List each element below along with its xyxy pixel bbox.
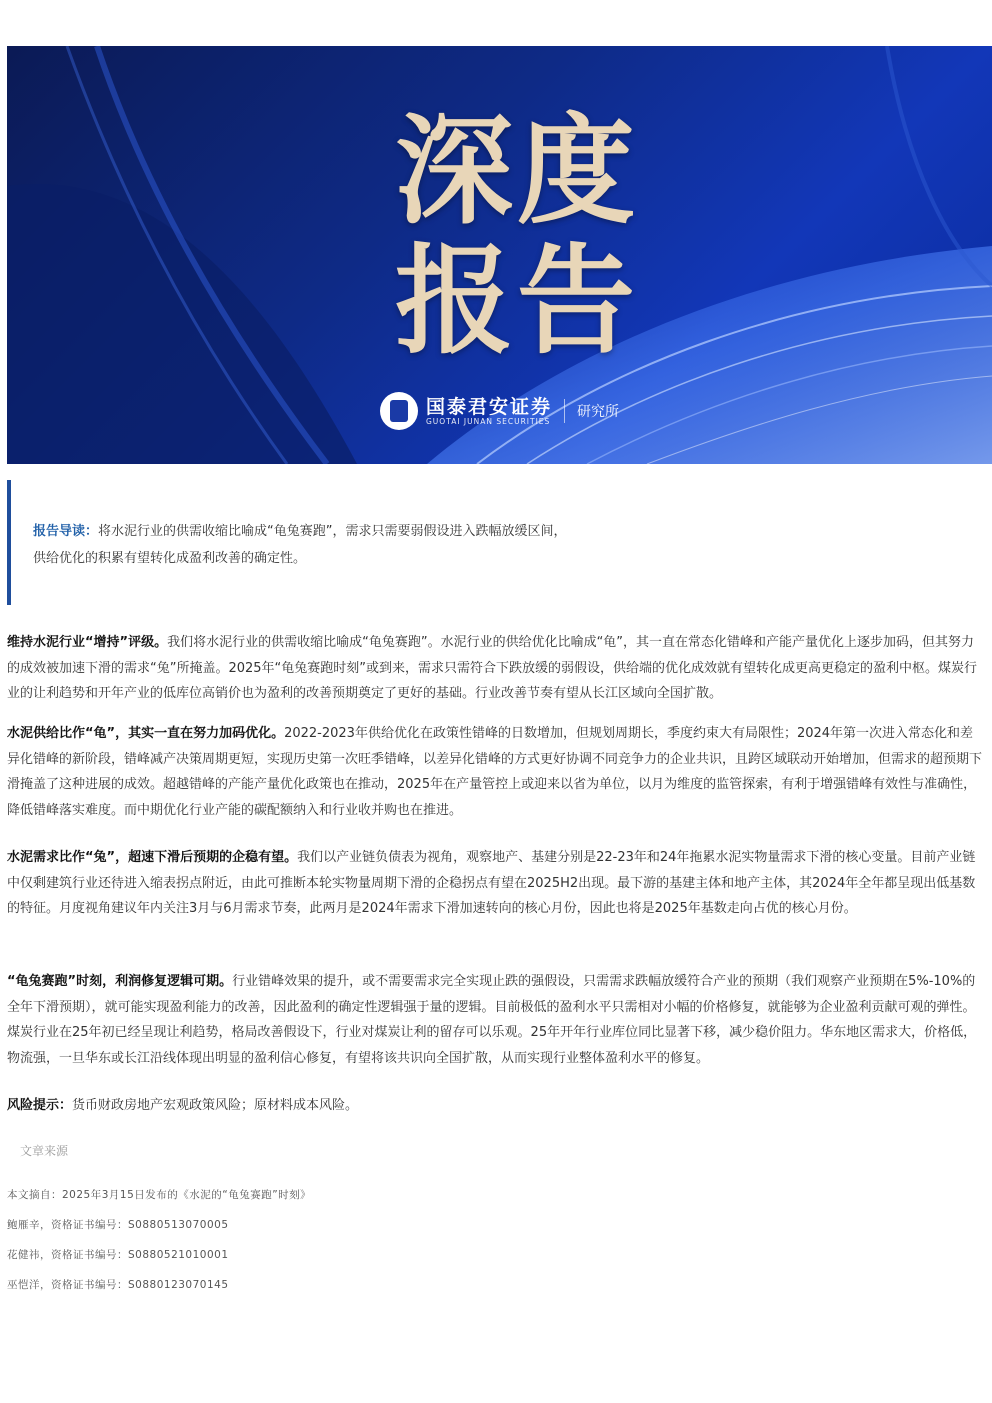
paragraph-demand	[7, 845, 982, 922]
banner-title-line2: 报告	[394, 231, 639, 370]
analyst-line-2: 花健祎，资格证书编号：S0880521010001	[7, 1249, 229, 1261]
paragraph-profit-heading: “龟兔赛跑”时刻，利润修复逻辑可期。	[7, 974, 233, 989]
cover-banner	[7, 46, 992, 464]
source-citation: 本文摘自：2025年3月15日发布的《水泥的“龟兔赛跑”时刻》	[7, 1189, 312, 1201]
paragraph-profit	[7, 969, 982, 1071]
logo-mark-icon	[380, 392, 418, 430]
analyst-line-3: 巫恺洋，资格证书编号：S0880123070145	[7, 1279, 229, 1291]
paragraph-rating-heading: 维持水泥行业“增持”评级。	[7, 635, 168, 650]
paragraph-profit-body: 行业错峰效果的提升，或不需要需求完全实现止跌的强假设，只需需求跌幅放缓符合产业的预期（我们观察产业预期在5%-10%的全年下滑预期），就可能实现盈利能力的改善，因此盈利的确定性逻辑强于量的逻辑。目前极低的盈利水平只需相对小幅的价格修复，就能够为企业盈利贡献可观的弹性。煤炭行业在25年初已经呈现让利趋势，格局改善假设下，行业对煤炭让利的留存可以乐观。25年开年行业库位同比显著下移，减少稳价阻力。华东地区需求大，价格低，物流强，一旦华东或长江沿线体现出明显的盈利信心修复，有望将该共识向全国扩散，从而实现行业整体盈利水平的修复。	[7, 974, 977, 1066]
paragraph-supply-body: 2022-2023年供给优化在政策性错峰的日数增加，但规划周期长，季度约束大有局限性；2024年第一次进入常态化和差异化错峰的新阶段，错峰减产决策周期更短，实现历史第一次旺季错峰，以差异化错峰的方式更好协调不同竞争力的企业共识，且跨区域联动开始增加，但需求的超预期下滑掩盖了这种进展的成效。超越错峰的产能产量优化政策也在推动，2025年在产量管控上或迎来以省为单位，以月为维度的监管探索，有利于增强错峰有效性与准确性，降低错峰落实难度。而中期优化行业产能的碳配额纳入和行业收并购也在推进。	[7, 726, 983, 818]
banner-title-line1: 深度	[394, 101, 639, 240]
paragraph-demand-body: 我们以产业链负债表为视角，观察地产、基建分别是22-23年和24年拖累水泥实物量需求下滑的核心变量。目前产业链中仅剩建筑行业还待进入缩表拐点附近，由此可推断本轮实物量周期下滑的企稳拐点有望在2025H2出现。最下游的基建主体和地产主体，其2024年全年都呈现出低基数的特征。月度视角建议年内关注3月与6月需求节奏，此两月是2024年需求下滑加速转向的核心月份，因此也将是2025年基数走向占优的核心月份。	[7, 850, 976, 916]
report-guide-callout	[7, 480, 992, 605]
paragraph-supply-heading: 水泥供给比作“龟”，其实一直在努力加码优化。	[7, 726, 285, 741]
paragraph-rating	[7, 630, 982, 707]
paragraph-rating-body: 我们将水泥行业的供需收缩比喻成“龟兔赛跑”。水泥行业的供给优化比喻成“龟”，其一直在常态化错峰和产能产量优化上逐步加码，但其努力的成效被加速下滑的需求“兔”所掩盖。2025年“龟兔赛跑时刻”或到来，需求只需符合下跌放缓的弱假设，供给端的优化成效就有望转化成更高更稳定的盈利中枢。煤炭行业的让利趋势和开年产业的低库位高销价也为盈利的改善预期奠定了更好的基础。行业改善节奏有望从长江区域向全国扩散。	[7, 635, 978, 701]
paragraph-risk-heading: 风险提示：	[7, 1098, 73, 1113]
logo-institute: 研究所	[577, 404, 620, 420]
logo-divider	[564, 399, 565, 423]
logo-chinese-name: 国泰君安证券	[426, 395, 553, 418]
analyst-line-1: 鲍雁辛，资格证书编号：S0880513070005	[7, 1219, 229, 1231]
paragraph-risk	[7, 1093, 982, 1119]
source-heading: 文章来源	[20, 1144, 69, 1158]
paragraph-supply	[7, 721, 982, 823]
report-guide-text	[33, 518, 933, 572]
report-guide-line2: 供给优化的积累有望转化成盈利改善的确定性。	[33, 551, 307, 566]
paragraph-risk-body: 货币财政房地产宏观政策风险；原材料成本风险。	[72, 1098, 359, 1113]
report-guide-label: 报告导读：	[33, 524, 99, 539]
logo-english-name: GUOTAI JUNAN SECURITIES	[426, 416, 551, 426]
report-guide-line1: 将水泥行业的供需收缩比喻成“龟兔赛跑”，需求只需要弱假设进入跌幅放缓区间，	[98, 524, 567, 539]
company-logo	[380, 392, 619, 430]
banner-title	[387, 101, 647, 370]
paragraph-demand-heading: 水泥需求比作“兔”，超速下滑后预期的企稳有望。	[7, 850, 298, 865]
